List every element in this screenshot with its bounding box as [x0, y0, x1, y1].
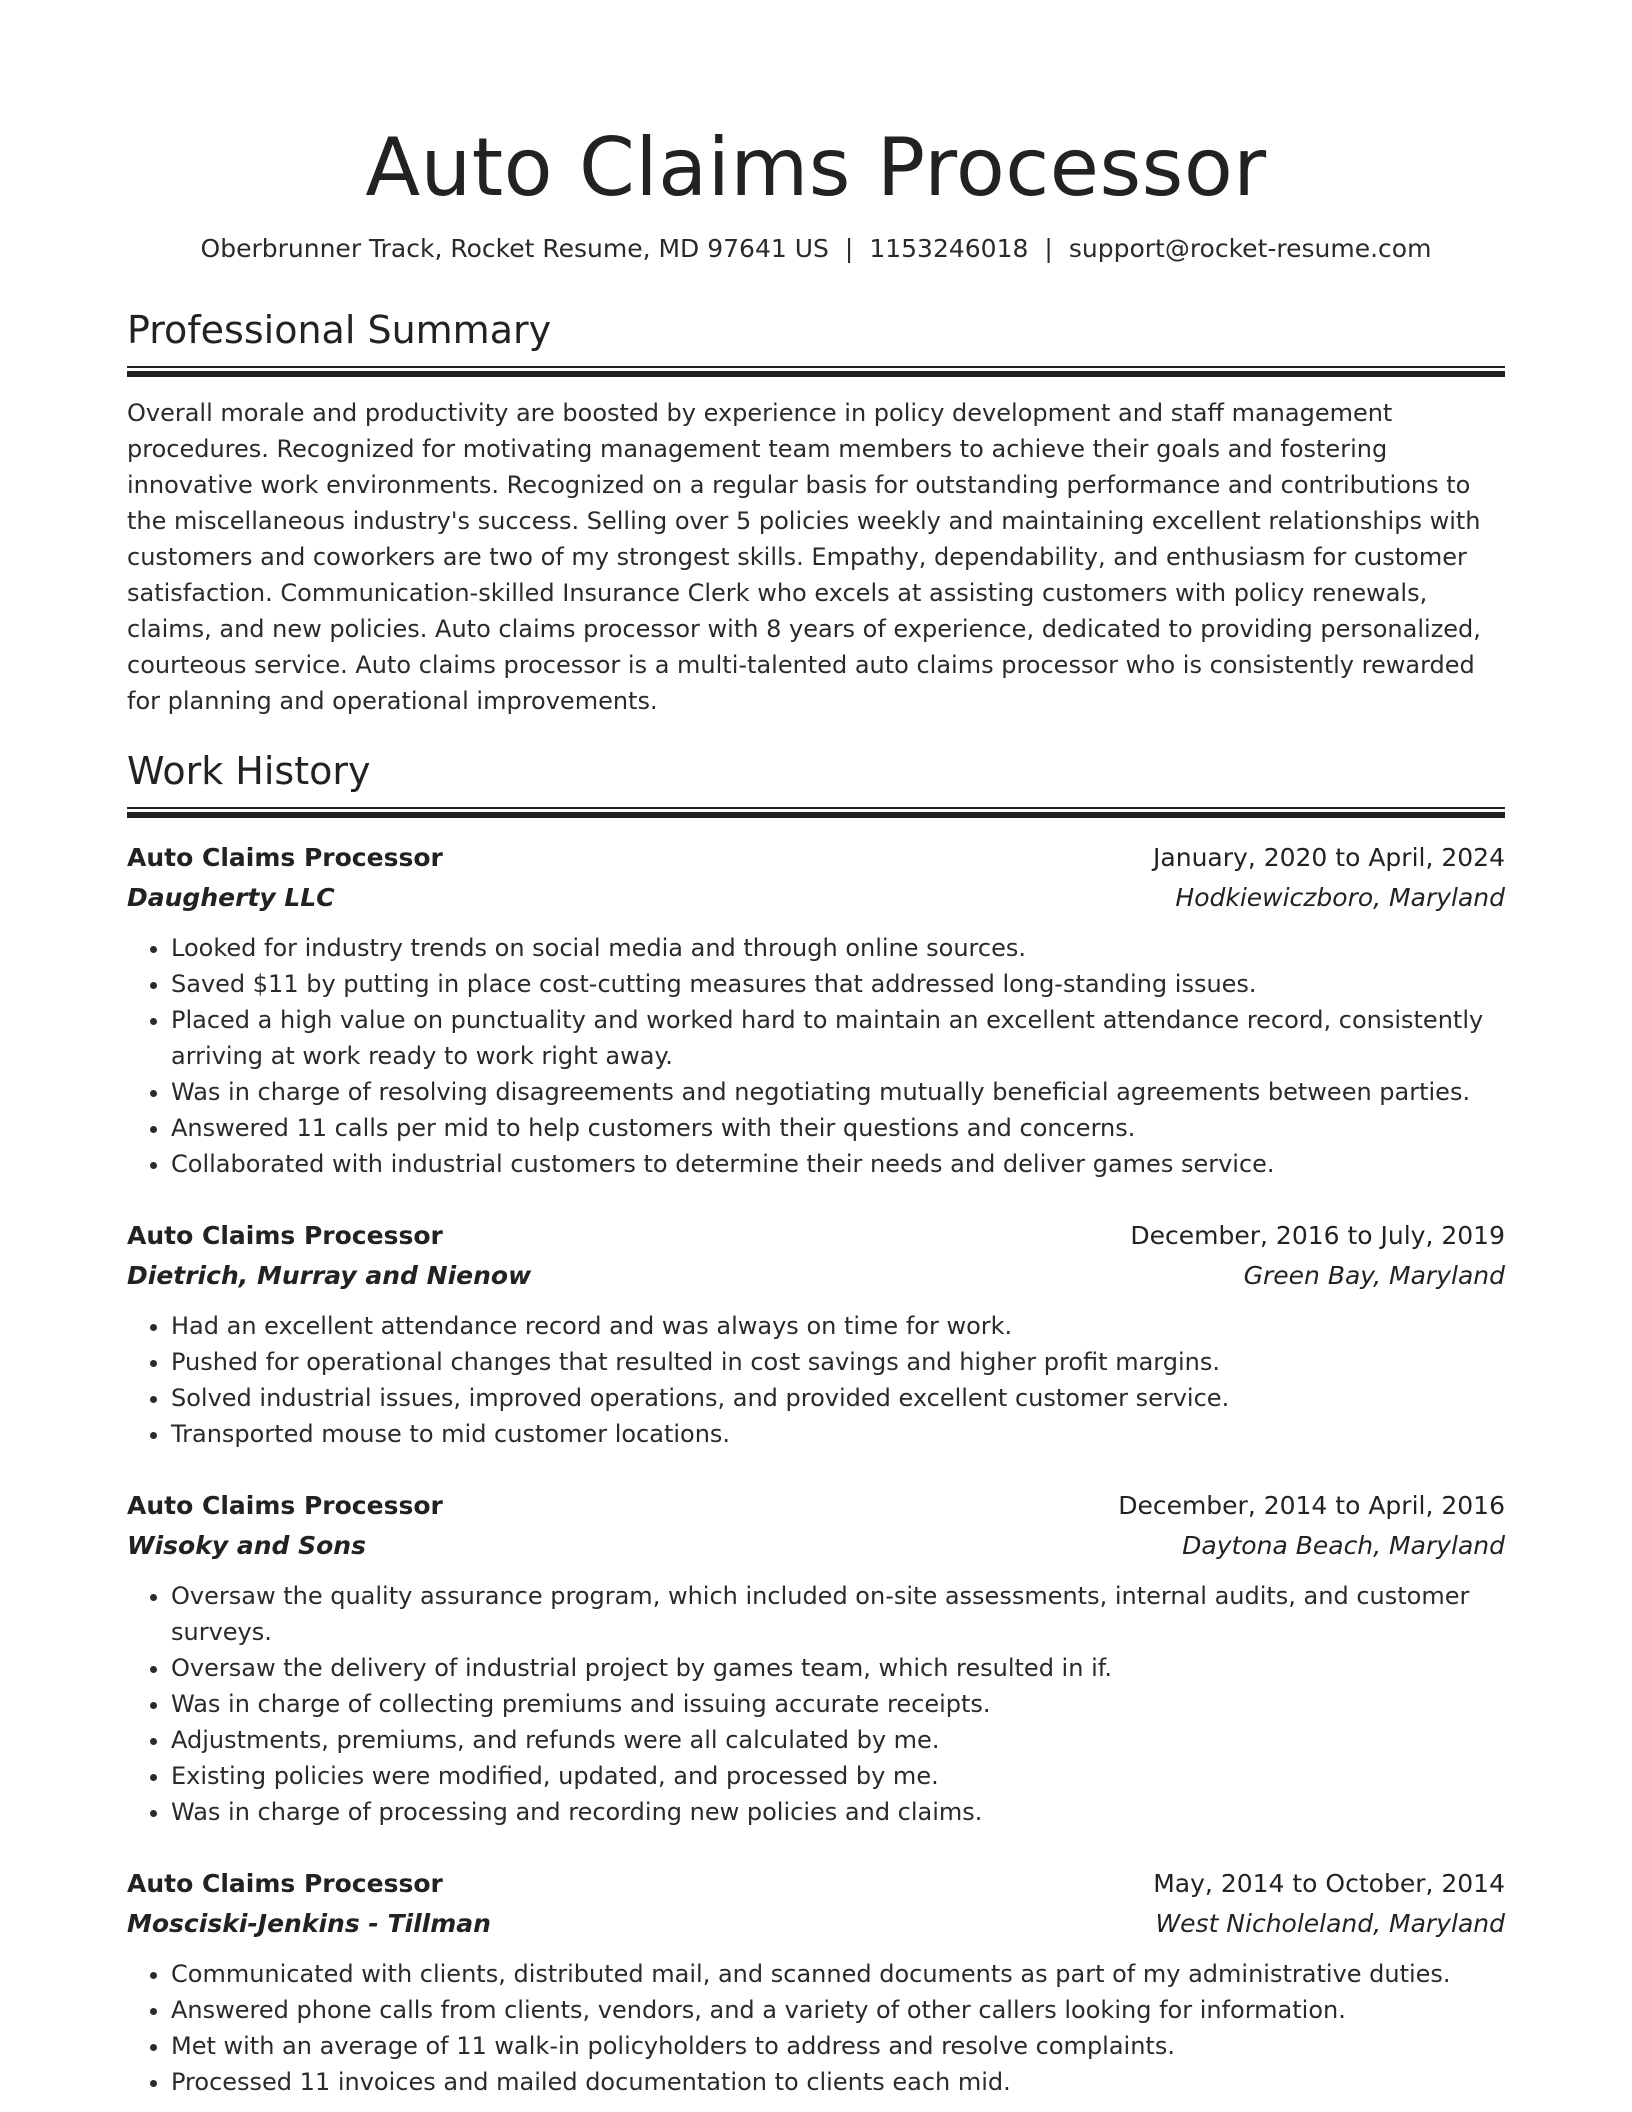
job-company-row	[127, 1526, 1505, 1566]
work-history-section	[127, 747, 1505, 2100]
list-item: • Placed a high value on punctuality and worked hard to maintain an excellent attendance record, consistently arriving at work ready to work right away.	[171, 1002, 1505, 1074]
job-company-row	[127, 1904, 1505, 1944]
list-item: • Looked for industry trends on social media and through online sources.	[171, 930, 1505, 966]
list-item: • Saved $11 by putting in place cost-cutting measures that addressed long-standing issues.	[171, 966, 1505, 1002]
contact-email: support@rocket-resume.com	[1068, 234, 1432, 263]
job-title: Auto Claims Processor	[127, 1491, 443, 1520]
list-item: • Oversaw the delivery of industrial project by games team, which resulted in if.	[171, 1650, 1505, 1686]
job-company: Mosciski-Jenkins - Tillman	[127, 1909, 491, 1938]
contact-separator: |	[844, 234, 854, 263]
job-header-row	[127, 1486, 1505, 1526]
section-heading-summary: Professional Summary	[127, 308, 552, 352]
list-item: • Existing policies were modified, updated, and processed by me.	[171, 1758, 1505, 1794]
list-item: • Was in charge of collecting premiums and issuing accurate receipts.	[171, 1686, 1505, 1722]
job-company: Dietrich, Murray and Nienow	[127, 1261, 532, 1290]
job-bullets	[127, 1578, 1505, 1830]
job-dates: May, 2014 to October, 2014	[1153, 1869, 1505, 1898]
section-divider	[127, 807, 1505, 818]
list-item: • Communicated with clients, distributed mail, and scanned documents as part of my administrative duties.	[171, 1956, 1505, 1992]
job-entry	[127, 1864, 1505, 2100]
list-item: • Processed 11 invoices and mailed documentation to clients each mid.	[171, 2064, 1505, 2100]
list-item: • Was in charge of resolving disagreements and negotiating mutually beneficial agreements between parties.	[171, 1074, 1505, 1110]
job-bullets	[127, 1308, 1505, 1452]
list-item: • Pushed for operational changes that resulted in cost savings and higher profit margins.	[171, 1344, 1505, 1380]
summary-text: Overall morale and productivity are boosted by experience in policy development and staff management procedures. Recognized for motivating management team members to achieve their goals and fostering innovative work environments. Recognized on a regular basis for outstanding performance and contributions to the miscellaneous industry's success. Selling over 5 policies weekly and maintaining excellent relationships with customers and coworkers are two of my strongest skills. Empathy, dependability, and enthusiasm for customer satisfaction. Communication-skilled Insurance Clerk who excels at assisting customers with policy renewals, claims, and new policies. Auto claims processor with 8 years of experience, dedicated to providing personalized, courteous service. Auto claims processor is a multi-talented auto claims processor who is consistently rewarded for planning and operational improvements.	[127, 399, 1481, 715]
job-location: Hodkiewiczboro, Maryland	[1175, 883, 1505, 912]
list-item: • Had an excellent attendance record and was always on time for work.	[171, 1308, 1505, 1344]
job-location: West Nicholeland, Maryland	[1155, 1909, 1505, 1938]
list-item: • Answered 11 calls per mid to help customers with their questions and concerns.	[171, 1110, 1505, 1146]
section-heading-work-history: Work History	[127, 749, 371, 793]
list-item: • Answered phone calls from clients, vendors, and a variety of other callers looking for information.	[171, 1992, 1505, 2028]
job-header-row	[127, 1216, 1505, 1256]
job-company: Daugherty LLC	[127, 883, 335, 912]
candidate-name: Auto Claims Processor	[365, 121, 1267, 214]
job-company: Wisoky and Sons	[127, 1531, 366, 1560]
contact-line	[127, 232, 1505, 266]
job-dates: January, 2020 to April, 2024	[1153, 843, 1505, 872]
job-company-row	[127, 878, 1505, 918]
job-location: Daytona Beach, Maryland	[1182, 1531, 1505, 1560]
job-title: Auto Claims Processor	[127, 843, 443, 872]
contact-separator: |	[1044, 234, 1053, 263]
list-item: • Collaborated with industrial customers to determine their needs and deliver games service.	[171, 1146, 1505, 1182]
job-location: Green Bay, Maryland	[1243, 1261, 1505, 1290]
list-item: • Was in charge of processing and recording new policies and claims.	[171, 1794, 1505, 1830]
list-item: • Transported mouse to mid customer locations.	[171, 1416, 1505, 1452]
job-entry	[127, 1486, 1505, 1830]
job-entry	[127, 1216, 1505, 1452]
list-item: • Solved industrial issues, improved operations, and provided excellent customer service.	[171, 1380, 1505, 1416]
contact-phone: 1153246018	[869, 234, 1029, 263]
list-item: • Adjustments, premiums, and refunds were all calculated by me.	[171, 1722, 1505, 1758]
list-item: • Met with an average of 11 walk-in policyholders to address and resolve complaints.	[171, 2028, 1505, 2064]
job-company-row	[127, 1256, 1505, 1296]
job-dates: December, 2014 to April, 2016	[1118, 1491, 1505, 1520]
job-dates: December, 2016 to July, 2019	[1130, 1221, 1505, 1250]
job-header-row	[127, 1864, 1505, 1904]
professional-summary-section	[127, 306, 1505, 719]
job-bullets	[127, 930, 1505, 1182]
list-item: • Oversaw the quality assurance program, which included on-site assessments, internal audits, and customer surveys.	[171, 1578, 1505, 1650]
job-entry	[127, 838, 1505, 1182]
job-title: Auto Claims Processor	[127, 1221, 443, 1250]
job-title: Auto Claims Processor	[127, 1869, 443, 1898]
job-list	[127, 838, 1505, 2100]
job-bullets	[127, 1956, 1505, 2100]
job-header-row	[127, 838, 1505, 878]
section-divider	[127, 366, 1505, 377]
contact-address: Oberbrunner Track, Rocket Resume, MD 97641 US	[200, 234, 829, 263]
